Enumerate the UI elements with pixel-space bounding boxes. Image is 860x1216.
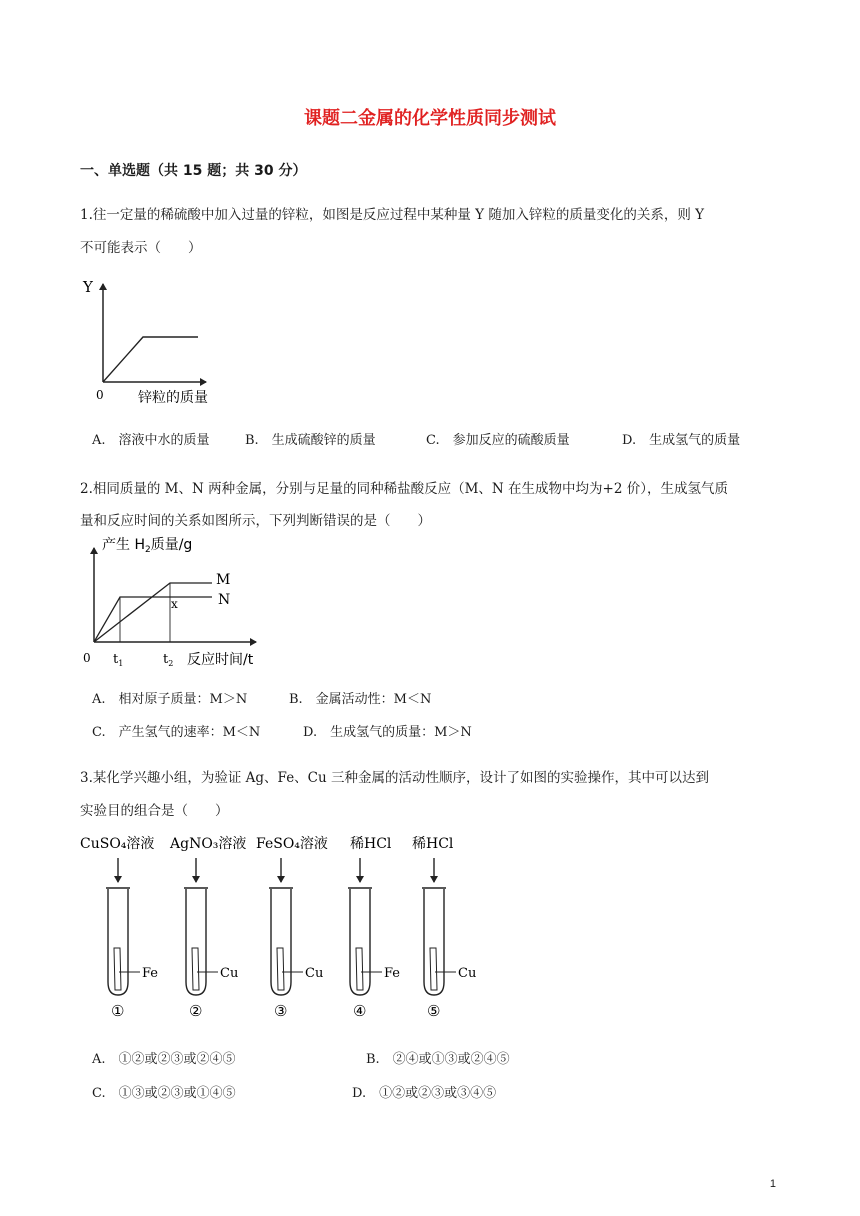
tube-2-metal-label: Cu — [220, 966, 239, 981]
q2-m-label: M — [216, 572, 231, 588]
tube-4-metal-label: Fe — [384, 966, 401, 981]
q3-stem-line1: 3.某化学兴趣小组，为验证 Ag、Fe、Cu 三种金属的活动性顺序，设计了如图的实验操作，其中可以达到 — [80, 770, 709, 786]
tube-3-metal-strip — [277, 948, 284, 990]
page-number: 1 — [769, 1178, 776, 1190]
test-tube-2 — [186, 889, 206, 995]
tube-3-number: ③ — [274, 1002, 288, 1020]
tube-4-number: ④ — [353, 1002, 367, 1020]
q1-option-d[interactable]: D. 生成氢气的质量 — [622, 433, 741, 448]
tube-3-solution-label: FeSO₄溶液 — [256, 836, 328, 852]
q2-option-b[interactable]: B. 金属活动性：M＜N — [289, 692, 432, 707]
q1-y-label: Y — [83, 278, 93, 296]
q2-y-label: 产生 $H_2$质量/g — [102, 537, 193, 555]
q1-origin-label: 0 — [96, 388, 104, 402]
tube-5-number: ⑤ — [427, 1002, 441, 1020]
tube-1-number: ① — [111, 1002, 125, 1020]
q1-stem-line1: 1.往一定量的稀硫酸中加入过量的锌粒，如图是反应过程中某种量 Y 随加入锌粒的质量变化的关系，则 Y — [80, 207, 705, 223]
tube-1-metal-label: Fe — [142, 966, 159, 981]
tube-5-solution-label: 稀HCl — [412, 836, 454, 852]
test-tube-3 — [271, 889, 291, 995]
tube-3-metal-label: Cu — [305, 966, 324, 981]
q3-stem-line2: 实验目的组合是（ ） — [80, 803, 229, 819]
q2-option-c[interactable]: C. 产生氢气的速率：M＜N — [92, 725, 261, 740]
tube-5-metal-strip — [430, 948, 437, 990]
q2-stem-line2: 量和反应时间的关系如图所示，下列判断错误的是（ ） — [80, 513, 431, 529]
tube-5-metal-label: Cu — [458, 966, 477, 981]
q1-option-b[interactable]: B. 生成硫酸锌的质量 — [245, 433, 376, 448]
test-tube-1 — [108, 889, 128, 995]
q2-curve-n — [94, 597, 212, 642]
q1-option-a[interactable]: A. 溶液中水的质量 — [92, 433, 210, 448]
q1-option-c[interactable]: C. 参加反应的硫酸质量 — [426, 433, 570, 448]
q3-option-d[interactable]: D. ①②或②③或③④⑤ — [352, 1086, 497, 1101]
q2-x-label: 反应时间/t — [187, 652, 254, 668]
q1-graph — [78, 272, 258, 412]
q3-experiment-figure — [78, 830, 518, 1025]
q2-n-label: N — [218, 592, 231, 608]
q2-stem-line1: 2.相同质量的 M、N 两种金属，分别与足量的同种稀盐酸反应（M、N 在生成物中均为+2 价），生成氢气质 — [80, 481, 728, 497]
tube-1-solution-label: CuSO₄溶液 — [80, 836, 155, 852]
test-tube-4 — [350, 889, 370, 995]
test-tube-5 — [424, 889, 444, 995]
q2-graph — [80, 532, 290, 672]
q2-x-mark: x — [171, 597, 178, 611]
q1-curve — [103, 337, 198, 382]
q3-option-b[interactable]: B. ②④或①③或②④⑤ — [366, 1052, 510, 1067]
q2-t2-label: $t_2$ — [163, 652, 174, 668]
q2-origin-label: 0 — [83, 651, 91, 665]
q2-t1-label: $t_1$ — [113, 652, 124, 668]
tube-4-solution-label: 稀HCl — [350, 836, 392, 852]
tube-2-metal-strip — [192, 948, 199, 990]
section-header: 一、单选题（共 15 题；共 30 分） — [80, 163, 307, 179]
q2-option-a[interactable]: A. 相对原子质量：M＞N — [92, 692, 248, 707]
q3-option-a[interactable]: A. ①②或②③或②④⑤ — [92, 1052, 236, 1067]
q1-stem-line2: 不可能表示（ ） — [80, 240, 202, 256]
tube-2-solution-label: AgNO₃溶液 — [170, 836, 247, 852]
page-title: 课题二金属的化学性质同步测试 — [304, 108, 556, 129]
q2-option-d[interactable]: D. 生成氢气的质量：M＞N — [303, 725, 472, 740]
tube-1-metal-strip — [114, 948, 121, 990]
q3-option-c[interactable]: C. ①③或②③或①④⑤ — [92, 1086, 236, 1101]
tube-4-metal-strip — [356, 948, 363, 990]
tube-2-number: ② — [189, 1002, 203, 1020]
q1-x-label: 锌粒的质量 — [138, 390, 208, 406]
